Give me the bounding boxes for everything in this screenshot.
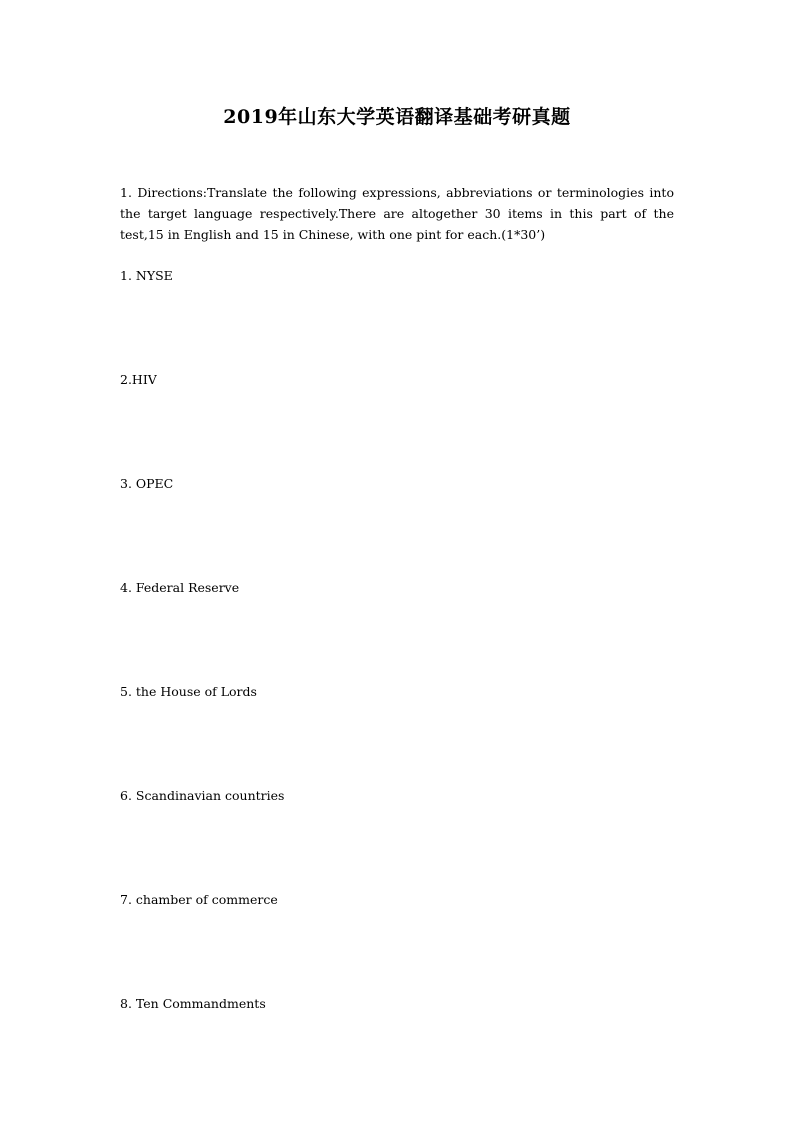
page-title: 2019年山东大学英语翻译基础考研真题 — [223, 106, 571, 128]
question-item-3: 3. OPEC — [120, 476, 174, 491]
question-item-1: 1. NYSE — [120, 268, 173, 283]
question-item-6: 6. Scandinavian countries — [120, 788, 285, 803]
question-item-8: 8. Ten Commandments — [120, 996, 266, 1011]
question-item-5: 5. the House of Lords — [120, 684, 257, 699]
directions-paragraph: 1. Directions:Translate the following expressions, abbreviations or terminologies into the target language respectively.There are altogether 30 items in this part of the test,15 in English and 15 in Chinese, with one pint for each.(1*30’) — [120, 185, 674, 242]
question-item-7: 7. chamber of commerce — [120, 892, 278, 907]
question-item-2: 2.HIV — [120, 372, 157, 387]
question-item-4: 4. Federal Reserve — [120, 580, 240, 595]
